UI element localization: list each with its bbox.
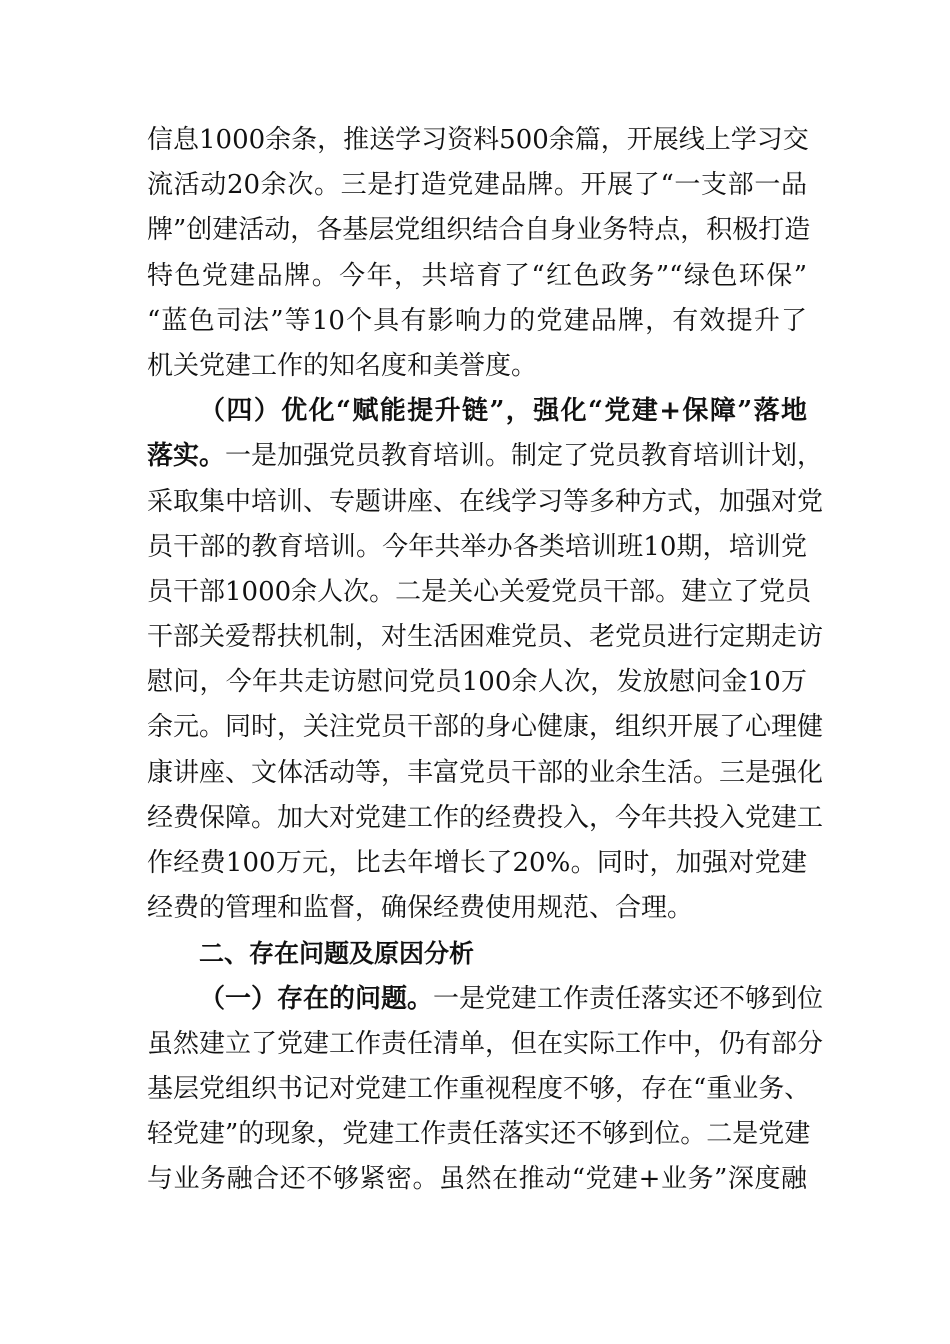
paragraph-line: 作经费100万元，比去年增长了20%。同时，加强对党建 [147,848,807,878]
paragraph-line: 干部关爱帮扶机制，对生活困难党员、老党员进行定期走访 [147,622,824,653]
paragraph-line: 经费的管理和监督，确保经费使用规范、合理。 [147,893,694,924]
paragraph-line: 机关党建工作的知名度和美誉度。 [147,350,538,381]
paragraph-line: 员干部的教育培训。今年共举办各类培训班10期，培训党 [147,531,807,562]
paragraph-line: 虽然建立了党建工作责任清单，但在实际工作中，仍有部分 [147,1028,824,1059]
paragraph-line: 康讲座、文体活动等，丰富党员干部的业余生活。三是强化 [147,757,824,788]
paragraph-line: 经费保障。加大对党建工作的经费投入，今年共投入党建工 [147,802,824,833]
paragraph-text: 一是党建工作责任落实还不够到位 [433,983,824,1014]
paragraph-text: 一是加强党员教育培训。制定了党员教育培训计划， [225,441,824,472]
paragraph-line: 特色党建品牌。今年，共培育了“红色政务”“绿色环保” [147,260,807,291]
paragraph-line: “蓝色司法”等10个具有影响力的党建品牌，有效提升了 [147,305,807,336]
paragraph-line: 与业务融合还不够紧密。虽然在推动“党建+业务”深度融 [147,1164,807,1195]
subsection-heading-1: （一）存在的问题。 [199,983,434,1014]
paragraph-line [147,434,824,479]
document-body [147,118,824,1203]
paragraph-line: 基层党组织书记对党建工作重视程度不够，存在“重业务、 [147,1073,811,1104]
paragraph-line: 轻党建”的现象，党建工作责任落实还不够到位。二是党建 [147,1119,811,1150]
paragraph-line: 信息1000余条，推送学习资料500余篇，开展线上学习交 [147,125,809,155]
paragraph-line [147,977,824,1022]
chapter-heading: 二、存在问题及原因分析 [199,939,475,969]
paragraph-line: 慰问，今年共走访慰问党员100余人次，发放慰问金10万 [147,667,807,698]
section-heading-4: （四）优化“赋能提升链”，强化“党建+保障”落地 [199,396,807,427]
paragraph-line: 员干部1000余人次。二是关心关爱党员干部。建立了党员 [147,576,812,607]
paragraph-line: 流活动20余次。三是打造党建品牌。开展了“一支部一品 [147,170,807,201]
paragraph-line: 采取集中培训、专题讲座、在线学习等多种方式，加强对党 [147,486,824,517]
section-heading-4-tail: 落实。 [147,441,226,472]
paragraph-line: 牌”创建活动，各基层党组织结合自身业务特点，积极打造 [147,215,811,246]
paragraph-line: 余元。同时，关注党员干部的身心健康，组织开展了心理健 [147,712,824,743]
